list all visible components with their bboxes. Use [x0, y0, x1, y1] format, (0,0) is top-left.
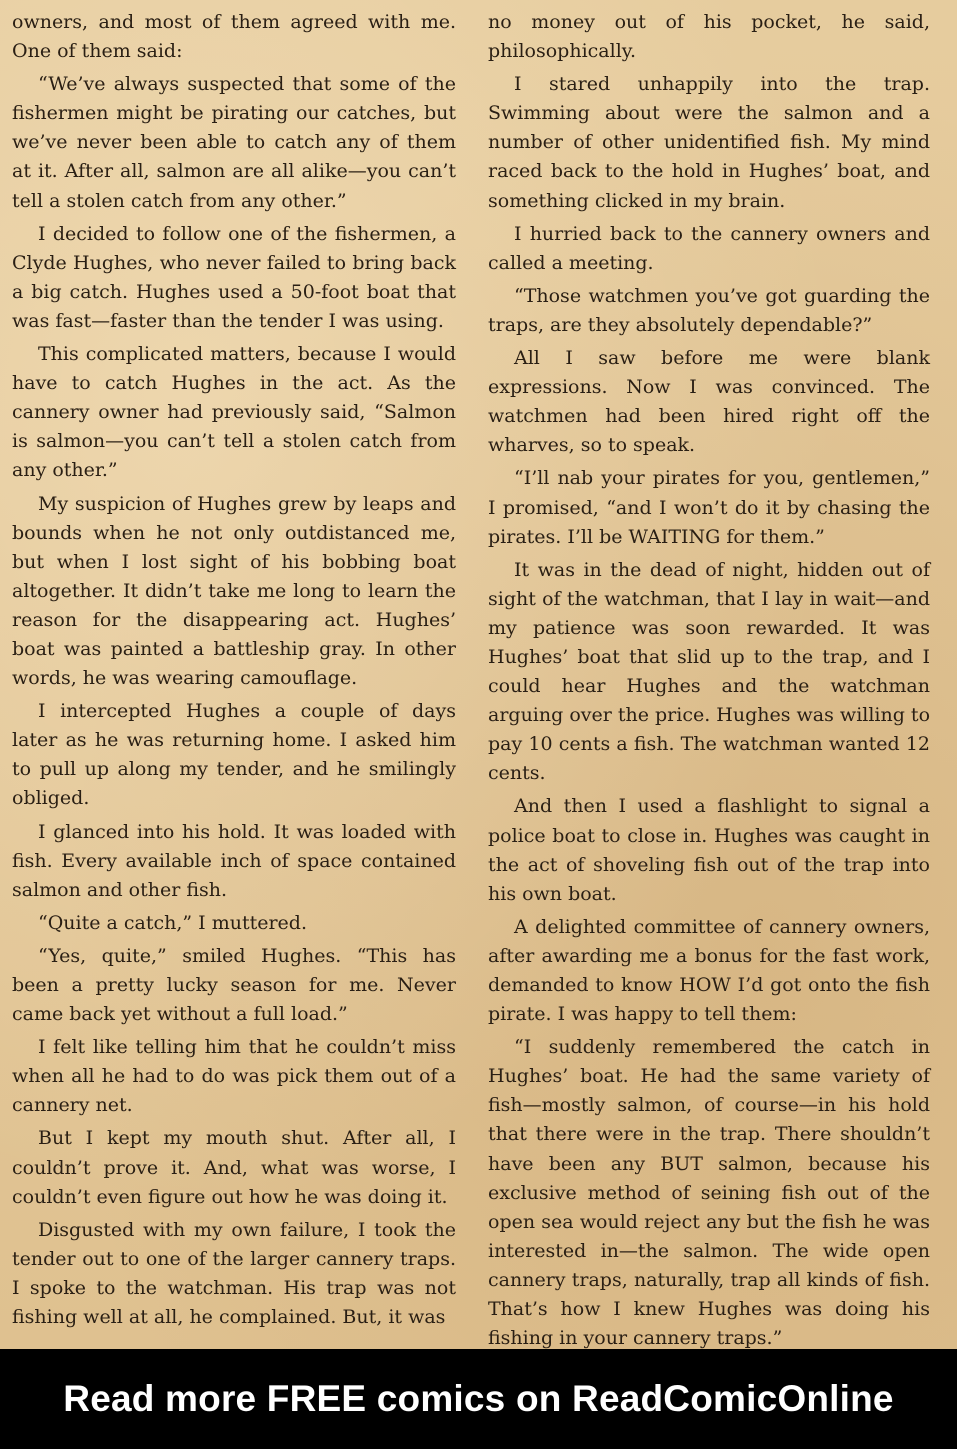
paragraph: “I suddenly remembered the catch in Hughes’ boat. He had the same variety of fish—mostly salmon, of course—in his hold that there were in the trap. There shouldn’t have been any BUT salmon, because his exclusive method of seining fish out of the open sea would reject any but the fish he was interested in—the salmon. The wide open cannery traps, naturally, trap all kinds of fish. That’s how I knew Hughes was doing his fishing in your cannery traps.” — [488, 1036, 930, 1350]
paragraph: It was in the dead of night, hidden out of sight of the watchman, that I lay in wait—and my patience was soon rewarded. It was Hughes’ boat that slid up to the trap, and I could hear Hughes and the watchman arguing over the price. Hughes was willing to pay 10 cents a fish. The watchman wanted 12 cents. — [488, 558, 931, 785]
promo-banner[interactable] — [0, 1349, 957, 1449]
paragraph: I intercepted Hughes a couple of days later as he was returning home. I asked him to pull up along my tender, and he smilingly obliged. — [12, 700, 456, 810]
paragraph: All I saw before me were blank expressions. Now I was convinced. The watchmen had been hired right off the wharves, so to speak. — [488, 347, 930, 457]
paragraph: owners, and most of them agreed with me. One of them said: — [12, 11, 456, 63]
paragraph: But I kept my mouth shut. After all, I couldn’t prove it. And, what was worse, I couldn’t even figure out how he was doing it. — [12, 1127, 456, 1208]
left-text-column — [12, 8, 456, 1336]
paragraph: “Quite a catch,” I muttered. — [38, 911, 308, 934]
paragraph: This complicated matters, because I would have to catch Hughes in the act. As the cannery owner had previously said, “Salmon is salmon—you can’t tell a stolen catch from any other.” — [12, 343, 456, 482]
paragraph: I hurried back to the cannery owners and called a meeting. — [488, 222, 930, 274]
paragraph: A delighted committee of cannery owners, after awarding me a bonus for the fast work, demanded to know HOW I’d got onto the fish pirate. I was happy to tell them: — [488, 915, 930, 1026]
paragraph: Disgusted with my own failure, I took the tender out to one of the larger cannery traps. I spoke to the watchman. His trap was not fishing well at all, he complained. But, it was — [12, 1218, 456, 1329]
paragraph: I stared unhappily into the trap. Swimming about were the salmon and a number of other unidentified fish. My mind raced back to the hold in Hughes’ boat, and something clicked in my brain. — [488, 73, 930, 212]
right-text-column — [488, 8, 930, 1390]
paragraph: “Yes, quite,” smiled Hughes. “This has been a pretty lucky season for me. Never came back yet without a full load.” — [12, 944, 456, 1026]
paragraph: I felt like telling him that he couldn’t miss when all he had to do was pick them out of a cannery net. — [12, 1036, 456, 1117]
paragraph: I decided to follow one of the fishermen, a Clyde Hughes, who never failed to bring back a big catch. Hughes used a 50-foot boat that was fast—faster than the tender I was using. — [12, 222, 456, 332]
paragraph: “Those watchmen you’ve got guarding the traps, are they absolutely dependable?” — [488, 284, 930, 336]
paragraph: “We’ve always suspected that some of the fishermen might be pirating our catches, but we’ve never been able to catch any of them at it. After all, salmon are all alike—you can’t tell a stolen catch from any other.” — [12, 73, 456, 212]
paragraph: no money out of his pocket, he said, philosophically. — [488, 11, 930, 63]
paragraph: And then I used a flashlight to signal a police boat to close in. Hughes was caught in the act of shoveling fish out of the trap into his own boat. — [488, 795, 930, 905]
promo-text[interactable]: Read more FREE comics on ReadComicOnline — [63, 1378, 894, 1419]
paragraph: I glanced into his hold. It was loaded with fish. Every available inch of space contained salmon and other fish. — [12, 820, 456, 901]
paragraph: “I’ll nab your pirates for you, gentlemen,” I promised, “and I won’t do it by chasing the pirates. I’ll be WAITING for them.” — [488, 467, 930, 548]
paragraph: My suspicion of Hughes grew by leaps and bounds when he not only outdistanced me, but when I lost sight of his bobbing boat altogether. It didn’t take me long to learn the reason for the disappearing act. Hughes’ boat was painted a battleship gray. In other words, he was wearing camouflage. — [12, 492, 456, 690]
